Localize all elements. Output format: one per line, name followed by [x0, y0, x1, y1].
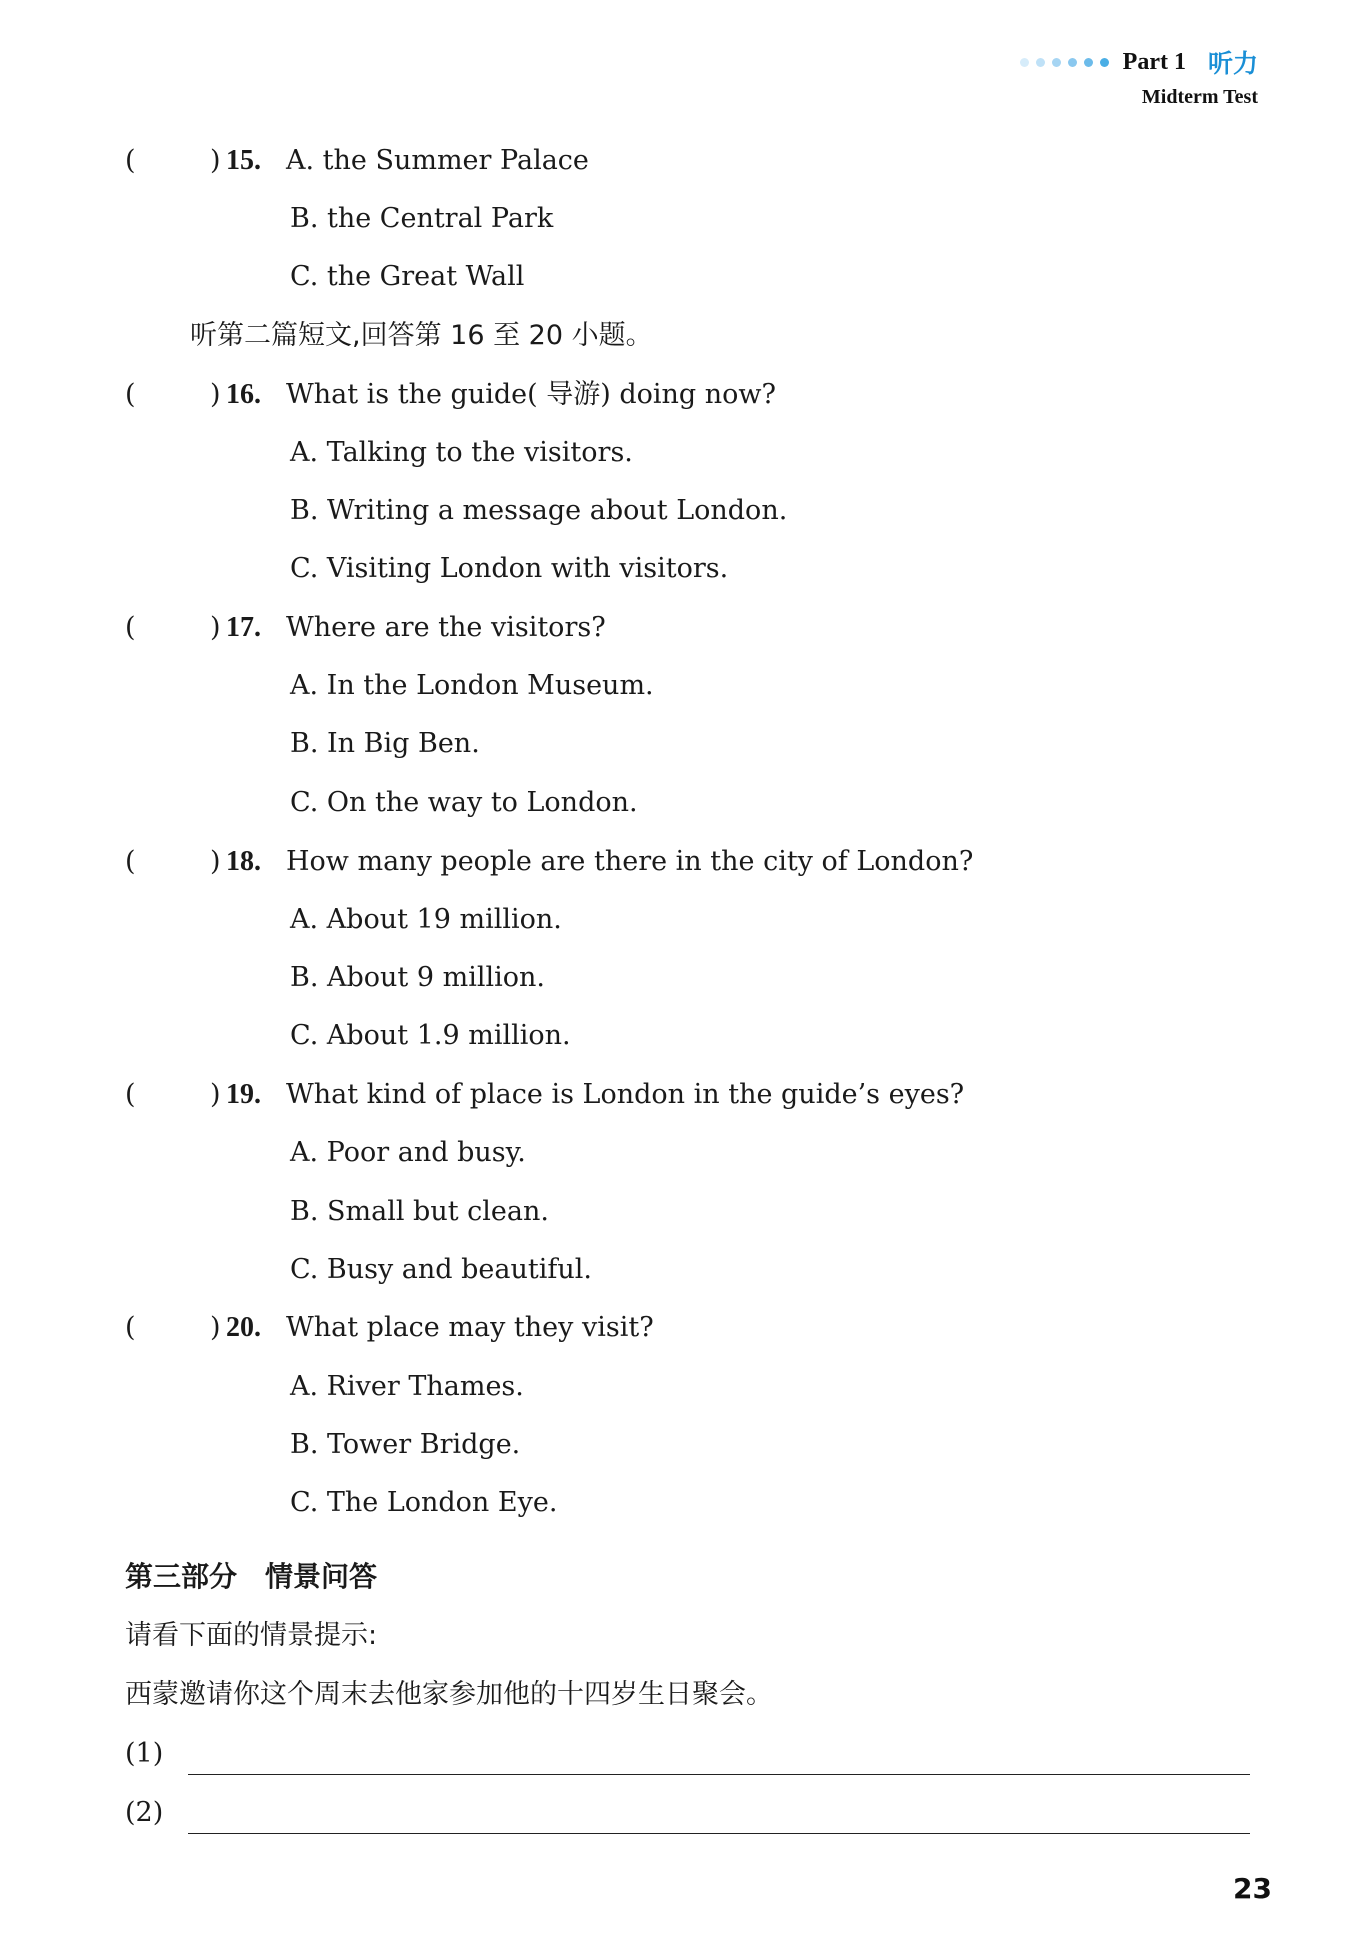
option-text: B. About 9 million.: [290, 962, 545, 993]
option-row: [0, 1133, 1350, 1173]
question-number: 15.: [226, 145, 261, 176]
answer-paren-close: ): [210, 1312, 221, 1343]
answer-paren-open[interactable]: (: [125, 846, 136, 877]
option-text: C. the Great Wall: [290, 261, 525, 292]
blank-label: (1): [125, 1738, 164, 1769]
answer-paren-close: ): [210, 379, 221, 410]
option-row: [0, 1250, 1350, 1290]
dot-icon: [1036, 58, 1045, 67]
question-text: What place may they visit?: [286, 1312, 654, 1343]
option-row: [0, 1367, 1350, 1407]
option-text: C. About 1.9 million.: [290, 1020, 571, 1051]
question-row: [0, 1308, 1350, 1348]
question-text: What kind of place is London in the guide’s eyes?: [286, 1079, 965, 1110]
question-number: 18.: [226, 846, 261, 877]
answer-paren-open[interactable]: (: [125, 145, 136, 176]
situation-prompt: 西蒙邀请你这个周末去他家参加他的十四岁生日聚会。: [125, 1679, 773, 1710]
answer-paren-close: ): [210, 612, 221, 643]
option-text: A. In the London Museum.: [290, 670, 654, 701]
question-number: 16.: [226, 379, 261, 410]
section-title: 第三部分 情景问答: [125, 1560, 378, 1593]
answer-paren-open[interactable]: (: [125, 612, 136, 643]
question-row: [0, 1075, 1350, 1115]
option-row: [0, 1192, 1350, 1232]
passage-instruction-row: [0, 316, 1350, 356]
answer-paren-open[interactable]: (: [125, 1079, 136, 1110]
option-row: [0, 783, 1350, 823]
header-row: [1020, 44, 1258, 80]
page-header: [1020, 44, 1258, 109]
option-text: B. Tower Bridge.: [290, 1429, 521, 1460]
answer-blank-line[interactable]: [188, 1774, 1250, 1775]
question-text: What is the guide( 导游) doing now?: [286, 379, 777, 410]
question-text: A. the Summer Palace: [286, 145, 589, 176]
answer-blank-line[interactable]: [188, 1833, 1250, 1834]
option-row: [0, 900, 1350, 940]
blank-label: (2): [125, 1797, 164, 1828]
question-row: [0, 842, 1350, 882]
option-text: A. Talking to the visitors.: [290, 437, 633, 468]
question-row: [0, 375, 1350, 415]
option-text: B. Writing a message about London.: [290, 495, 788, 526]
question-text: Where are the visitors?: [286, 612, 606, 643]
option-text: C. The London Eye.: [290, 1487, 558, 1518]
prompt-intro-row: [0, 1616, 1350, 1656]
dot-icon: [1020, 58, 1029, 67]
answer-paren-close: ): [210, 145, 221, 176]
option-row: [0, 257, 1350, 297]
option-text: A. Poor and busy.: [290, 1137, 526, 1168]
answer-blank-row: [0, 1793, 1350, 1833]
dot-icon: [1052, 58, 1061, 67]
option-text: C. Busy and beautiful.: [290, 1254, 592, 1285]
option-row: [0, 1016, 1350, 1056]
option-row: [0, 433, 1350, 473]
header-subtitle: Midterm Test: [1141, 86, 1258, 108]
option-text: C. Visiting London with visitors.: [290, 553, 729, 584]
option-text: B. Small but clean.: [290, 1196, 549, 1227]
option-text: A. River Thames.: [290, 1371, 524, 1402]
option-row: [0, 549, 1350, 589]
question-row: [0, 608, 1350, 648]
option-row: [0, 724, 1350, 764]
option-row: [0, 1483, 1350, 1523]
answer-paren-open[interactable]: (: [125, 379, 136, 410]
option-row: [0, 958, 1350, 998]
question-number: 17.: [226, 612, 261, 643]
prompt-row: [0, 1675, 1350, 1715]
option-row: [0, 1425, 1350, 1465]
option-text: C. On the way to London.: [290, 787, 638, 818]
dot-icon: [1084, 58, 1093, 67]
page-number: 23: [1233, 1872, 1272, 1905]
option-row: [0, 199, 1350, 239]
option-text: B. In Big Ben.: [290, 728, 480, 759]
passage-instruction: 听第二篇短文,回答第 16 至 20 小题。: [190, 320, 653, 351]
section-title-row: [0, 1557, 1350, 1597]
question-number: 20.: [226, 1312, 261, 1343]
answer-blank-row: [0, 1734, 1350, 1774]
question-number: 19.: [226, 1079, 261, 1110]
option-row: [0, 491, 1350, 531]
answer-paren-open[interactable]: (: [125, 1312, 136, 1343]
dot-icon: [1100, 58, 1109, 67]
part-chinese-title: 听力: [1207, 49, 1258, 78]
header-decorative-dots: [1020, 58, 1109, 67]
answer-paren-close: ): [210, 1079, 221, 1110]
prompt-intro: 请看下面的情景提示:: [125, 1620, 378, 1651]
answer-paren-close: ): [210, 846, 221, 877]
question-text: How many people are there in the city of London?: [286, 846, 974, 877]
option-row: [0, 666, 1350, 706]
option-text: A. About 19 million.: [290, 904, 562, 935]
question-row: [0, 141, 1350, 181]
part-label: Part 1: [1122, 48, 1186, 75]
option-text: B. the Central Park: [290, 203, 554, 234]
dot-icon: [1068, 58, 1077, 67]
